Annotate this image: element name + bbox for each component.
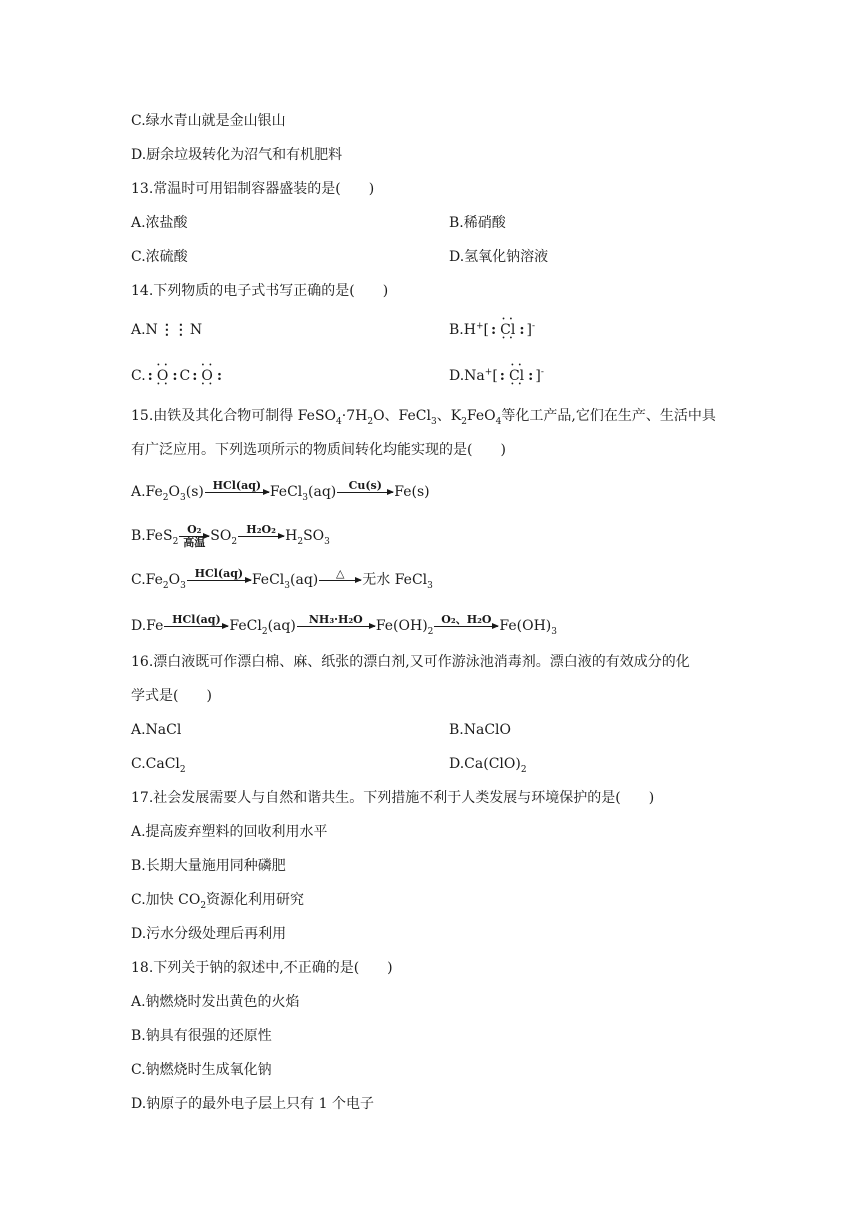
q14-option-a: A.N ⋮⋮ N <box>131 322 203 338</box>
q17-option-a: A.提高废弃塑料的回收利用水平 <box>131 824 328 840</box>
q15-stem-line1: 15.由铁及其化合物可制得 $FeSO_4\cdot 7H_2O$、FeCl$_3$、$K_2FeO_4$等化工产品,它们在生产、生活中具 <box>131 408 716 427</box>
q17-option-c: C.加快 $CO_2$资源化利用研究 <box>131 892 305 911</box>
q14-option-c: C. :• • O • • : C :• • O • • : <box>131 366 224 386</box>
q16-stem-line1: 16.漂白液既可作漂白棉、麻、纸张的漂白剂,又可作游泳池消毒剂。漂白液的有效成分的化 <box>131 654 690 670</box>
q17-option-d: D.污水分级处理后再利用 <box>131 926 287 942</box>
reaction-arrow: HCl(aq) <box>164 614 228 638</box>
q18-stem: 18.下列关于钠的叙述中,不正确的是( ) <box>131 960 393 976</box>
q16-option-c: C.CaCl$_2$ <box>131 756 186 775</box>
q17-stem: 17.社会发展需要人与自然和谐共生。下列措施不利于人类发展与环境保护的是( ) <box>131 790 655 806</box>
q18-option-b: B.钠具有很强的还原性 <box>131 1028 272 1044</box>
q18-option-a: A.钠燃烧时发出黄色的火焰 <box>131 994 300 1010</box>
reaction-arrow: HCl(aq) <box>205 480 269 504</box>
q18-option-d: D.钠原子的最外电子层上只有 1 个电子 <box>131 1096 374 1112</box>
q15-option-d: D.Fe HCl(aq) FeCl$_2$(aq) NH₃·H₂O $Fe(OH)_2$ O₂、H₂O $Fe(OH)_3$ <box>131 613 557 637</box>
reaction-arrow: O₂、H₂O <box>434 614 498 638</box>
q17-option-b: B.长期大量施用同种磷肥 <box>131 858 286 874</box>
q15-option-c: $C.Fe_2O_3$ HCl(aq) FeCl$_3$(aq) △ 无水 FeCl$_3$ <box>131 567 433 591</box>
q16-option-d: $D.Ca(ClO)_2$ <box>449 756 527 775</box>
reaction-arrow: NH₃·H₂O <box>297 614 375 638</box>
reaction-arrow: H₂O₂ <box>238 524 284 548</box>
q13-option-c: C.浓硫酸 <box>131 249 188 265</box>
q15-option-a: $A.Fe_2O_3(s)$ HCl(aq) FeCl$_3$(aq) Cu(s) Fe(s) <box>131 479 430 503</box>
q16-stem-line2: 学式是( ) <box>131 688 212 704</box>
reaction-arrow: Cu(s) <box>337 480 393 504</box>
q14-stem: 14.下列物质的电子式书写正确的是( ) <box>131 283 389 299</box>
q18-option-c: C.钠燃烧时生成氧化钠 <box>131 1062 272 1078</box>
q12-option-c: C.绿水青山就是金山银山 <box>131 113 286 129</box>
reaction-arrow: HCl(aq) <box>187 568 251 592</box>
q16-option-a: A.NaCl <box>131 722 182 738</box>
q14-option-d: D.Na+[ :• • Cl • • : ]- <box>449 366 544 386</box>
q13-option-d: D.氢氧化钠溶液 <box>449 249 549 265</box>
q13-stem: 13.常温时可用铝制容器盛装的是( ) <box>131 181 375 197</box>
q12-option-d: D.厨余垃圾转化为沼气和有机肥料 <box>131 147 343 163</box>
q16-option-b: B.NaClO <box>449 722 512 738</box>
reaction-arrow: △ <box>319 568 361 592</box>
q15-stem-line2: 有广泛应用。下列选项所示的物质间转化均能实现的是( ) <box>131 442 506 458</box>
q13-option-b: B.稀硝酸 <box>449 215 506 231</box>
q15-option-b: B.FeS$_2$ O₂ 高温 $SO_2$ H₂O₂ $H_2SO_3$ <box>131 523 330 549</box>
q14-option-b: B.H+[ :• • Cl • • : ]- <box>449 320 535 340</box>
reaction-arrow: O₂ 高温 <box>179 524 209 548</box>
q13-option-a: A.浓盐酸 <box>131 215 188 231</box>
